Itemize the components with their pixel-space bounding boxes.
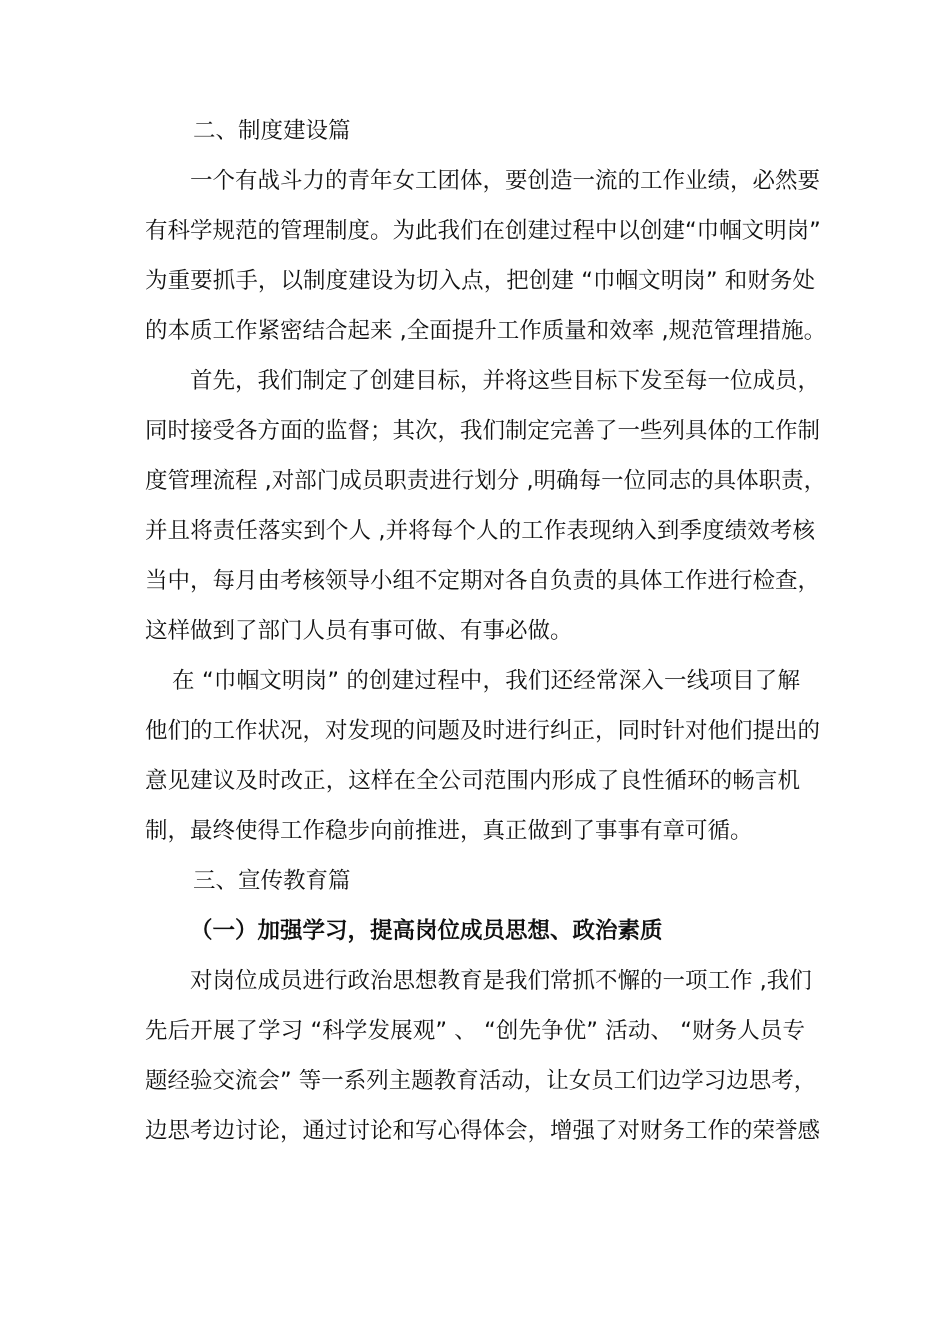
paragraph-line: 这样做到了部门人员有事可做、有事必做。 — [145, 618, 573, 644]
paragraph-line: 首先，我们制定了创建目标，并将这些目标下发至每一位成员， — [190, 368, 821, 394]
paragraph-line: 边思考边讨论，通过讨论和写心得体会，增强了对财务工作的荣誉感 — [145, 1118, 821, 1144]
paragraph-line: 有科学规范的管理制度。为此我们在创建过程中以创建“巾帼文明岗” — [145, 218, 821, 244]
section-heading-3: 三、宣传教育篇 — [193, 868, 351, 894]
subsection-heading-1: （一）加强学习，提高岗位成员思想、政治素质 — [190, 918, 663, 944]
paragraph-line: 并且将责任落实到个人 ,并将每个人的工作表现纳入到季度绩效考核 — [145, 518, 815, 544]
paragraph-line: 意见建议及时改正，这样在全公司范围内形成了良性循环的畅言机 — [145, 768, 800, 794]
paragraph-line: 题经验交流会” 等一系列主题教育活动，让女员工们边学习边思考， — [145, 1068, 817, 1094]
paragraph-line: 一个有战斗力的青年女工团体，要创造一流的工作业绩，必然要 — [190, 168, 821, 194]
section-heading-2: 二、制度建设篇 — [193, 118, 351, 144]
paragraph-line: 对岗位成员进行政治思想教育是我们常抓不懈的一项工作 ,我们 — [190, 968, 812, 994]
paragraph-line: 当中，每月由考核领导小组不定期对各自负责的具体工作进行检查， — [145, 568, 821, 594]
paragraph-line: 制，最终使得工作稳步向前推进，真正做到了事事有章可循。 — [145, 818, 753, 844]
paragraph-line: 在 “巾帼文明岗” 的创建过程中，我们还经常深入一线项目了解 — [172, 668, 800, 694]
paragraph-line: 的本质工作紧密结合起来 ,全面提升工作质量和效率 ,规范管理措施。 — [145, 318, 827, 344]
paragraph-line: 他们的工作状况，对发现的问题及时进行纠正，同时针对他们提出的 — [145, 718, 821, 744]
paragraph-line: 先后开展了学习 “科学发展观” 、 “创先争优” 活动、 “财务人员专 — [145, 1018, 805, 1044]
paragraph-line: 同时接受各方面的监督；其次，我们制定完善了一些列具体的工作制 — [145, 418, 821, 444]
paragraph-line: 度管理流程 ,对部门成员职责进行划分 ,明确每一位同志的具体职责， — [145, 468, 827, 494]
paragraph-line: 为重要抓手，以制度建设为切入点，把创建 “巾帼文明岗” 和财务处 — [145, 268, 815, 294]
